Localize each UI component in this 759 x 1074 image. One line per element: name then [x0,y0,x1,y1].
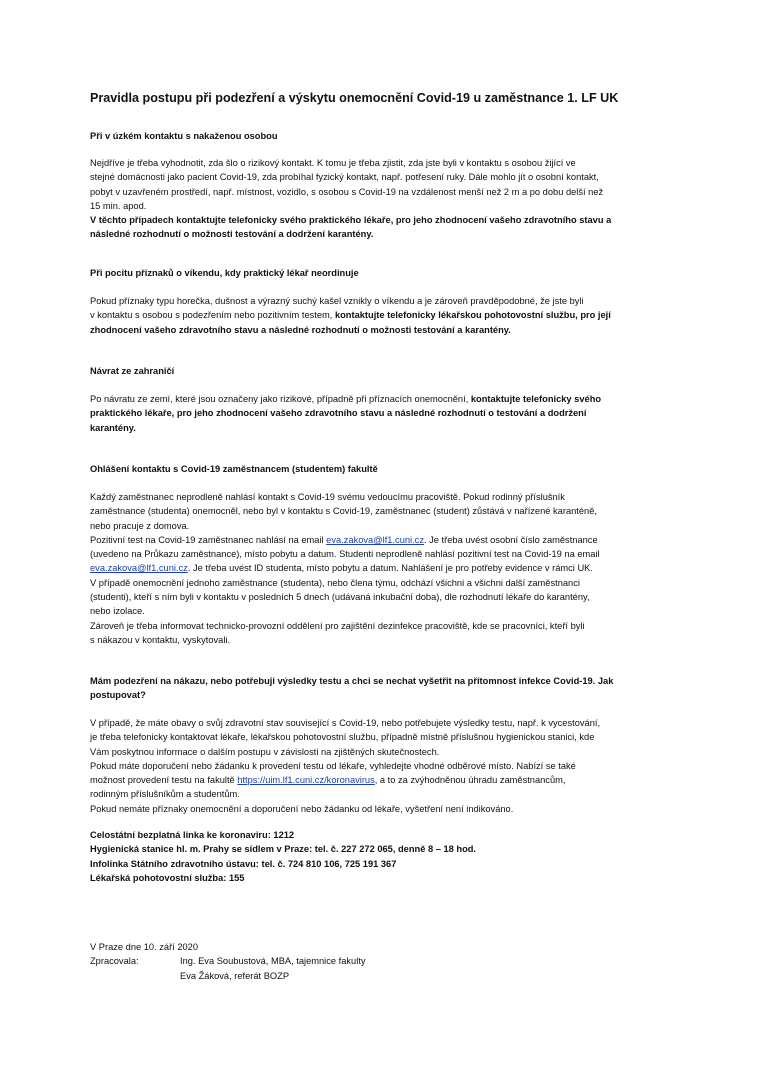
text-line: rodinným příslušníkům a studentům. [90,789,240,800]
text-line [90,392,662,406]
text-line: Pokud máte doporučení nebo žádanku k provedení testu od lékaře, vyhledejte vhodné odběrové místo. Nabízí se také [90,760,576,771]
bold-text: kontaktujte telefonicky lékařskou pohotovostní službu, pro její [334,310,611,321]
text-line: s nákazou v kontaktu, vyskytovali. [90,634,231,645]
bold-text: postupovat? [90,690,146,701]
section-suspicion-text [90,716,662,816]
text-line [90,308,662,322]
text-line: 15 min. apod. [90,200,147,211]
email-link[interactable]: eva.zakova@lf1.cuni.cz [326,534,424,545]
bold-text: Infolinka Státního zdravotního ústavu: tel. č. 724 810 106, 725 191 367 [90,858,397,869]
text-span: Pozitivní test na Covid-19 zaměstnanec nahlásí na email [90,534,327,545]
contact-line [90,857,662,871]
bold-text: praktického lékaře, pro jeho zhodnocení vašeho zdravotního stavu a následné rozhodnutí o testování a dodržení [90,408,587,419]
text-line: V případě, že máte obavy o svůj zdravotní stav související s Covid-19, nebo potřebujete výsledky testu, např. k vycestování, [90,718,601,728]
text-span: možnost provedení testu na fakultě [90,775,238,786]
text-line: Vám poskytnou informace o dalším postupu v závislosti na zjištěných skutečnostech. [90,746,440,757]
text-line: Pokud nemáte příznaky onemocnění a doporučení nebo žádanku od lékaře, vyšetření není indikováno. [90,803,514,814]
text-line [90,561,662,575]
text-line: (studenti), kteří s ním byli v kontaktu v posledních 5 dnech (udávaná inkubační doba), dle rozhodnutí lékaře do karantény, [90,592,590,603]
bold-line [90,674,662,688]
koronavirus-link[interactable]: https://uim.lf1.cuni.cz/koronavirus [237,775,375,786]
footer-author-line [90,954,366,968]
text-line: Každý zaměstnanec neprodleně nahlásí kontakt s Covid-19 svému vedoucímu pracoviště. Pokud rodinný příslušník [90,492,565,502]
text-line: stejné domácnosti jako pacient Covid-19, zda probíhal fyzický kontakt, např. potřesení ruky. Dále mohlo jít o osobní kontakt, [90,172,599,183]
text-line [90,773,662,787]
footer [90,940,366,983]
section-heading-weekend: Při pocitu příznaků o víkendu, kdy praktický lékař neordinuje [90,268,359,278]
text-span: . Je třeba uvést ID studenta, místo pobytu a datum. Nahlášení je pro potřeby evidence v rámci UK. [187,563,593,574]
text-line: Nejdříve je třeba vyhodnotit, zda šlo o rizikový kontakt. K tomu je třeba zjistit, zda jste byli v kontaktu s osobou žijící ve [90,158,576,168]
bold-line [90,421,662,435]
footer-author-line [90,969,366,983]
document-title: Pravidla postupu při podezření a výskytu onemocnění Covid-19 u zaměstnance 1. LF UK [90,91,619,105]
bold-text: Celostátní bezplatná linka ke koronaviru: 1212 [90,830,295,840]
text-line: nebo izolace. [90,606,145,617]
bold-text: kontaktujte telefonicky svého [470,394,602,404]
contact-line [90,828,662,842]
bold-text: zhodnocení vašeho zdravotního stavu a následné rozhodnutí o možnosti testování a karantény. [90,324,511,335]
footer-date: V Praze dne 10. září 2020 [90,942,199,952]
section-heading-close-contact: Při v úzkém kontaktu s nakaženou osobou [90,131,278,141]
bold-text: karantény. [90,422,136,433]
contact-line [90,871,662,885]
footer-name: Eva Žáková, referát BOZP [180,970,290,981]
text-line: pobyt v uzavřeném prostředí, např. místnost, vozidlo, s osobou s Covid-19 na vzdálenost menší než 2 m a po dobu delší než [90,186,604,197]
text-span: Po návratu ze zemí, které jsou označeny jako rizikové, případně při příznacích onemocnění, [90,394,471,404]
footer-name: Ing. Eva Soubustová, MBA, tajemnice fakulty [180,956,366,967]
section-heading-suspicion [90,674,662,703]
bold-line [90,227,662,241]
bold-text: Mám podezření na nákazu, nebo potřebuji výsledky testu a chci se nechat vyšetřit na přítomnost infekce Covid-19. Jak [90,676,614,686]
bold-line [90,406,662,420]
section-reporting-text [90,490,662,647]
contact-list [90,828,662,885]
section-weekend-text [90,294,662,337]
text-line: Zároveň je třeba informovat technicko-provozní oddělení pro zajištění dezinfekce pracoviště, kde se pracovníci, kteří byli [90,620,585,631]
bold-text: Hygienická stanice hl. m. Prahy se sídlem v Praze: tel. č. 227 272 065, denně 8 – 18 hod. [90,844,477,855]
bold-text: V těchto případech kontaktujte telefonicky svého praktického lékaře, pro jeho zhodnocení vašeho zdravotního stavu a [90,215,612,226]
section-abroad-text [90,392,662,435]
section-heading-abroad: Návrat ze zahraničí [90,366,175,376]
text-line: V případě onemocnění jednoho zaměstnance (studenta), nebo člena týmu, odchází všichni a všichni další zaměstnanci [90,577,580,588]
bold-line [90,213,662,227]
footer-label: Zpracovala: [90,956,139,967]
text-span: . Je třeba uvést osobní číslo zaměstnance [423,534,598,545]
bold-line [90,323,662,337]
text-line: (uvedeno na Průkazu zaměstnance), místo pobytu a datum. Studenti neprodleně nahlásí pozitivní test na Covid-19 na email [90,549,600,560]
bold-text: následné rozhodnutí o možnosti testování a dodržení karantény. [90,229,374,240]
text-line: Pokud příznaky typu horečka, dušnost a výrazný suchý kašel vznikly o víkendu a je zároveň pravděpodobné, že jste byli [90,296,584,306]
email-link[interactable]: eva.zakova@lf1.cuni.cz [90,563,188,574]
bold-line [90,688,662,702]
text-line: zaměstnance (studenta) onemocněl, nebo byl v kontaktu s Covid-19, zaměstnanec (student) zůstává v nařízené karanténě, [90,506,597,517]
bold-text: Lékařská pohotovostní služba: 155 [90,872,245,883]
section-close-contact-text [90,156,662,242]
text-span: v kontaktu s osobou s podezřením nebo pozitivním testem, [90,310,335,321]
text-line: nebo pracuje z domova. [90,520,190,531]
contact-line [90,842,662,856]
text-span: , a to za zvýhodněnou úhradu zaměstnancům, [374,775,566,786]
text-line: je třeba telefonicky kontaktovat lékaře, lékařskou pohotovostní službu, případně místně příslušnou hygienickou stanici, kde [90,732,595,743]
text-line [90,533,662,547]
section-heading-reporting: Ohlášení kontaktu s Covid-19 zaměstnancem (studentem) fakultě [90,464,378,474]
